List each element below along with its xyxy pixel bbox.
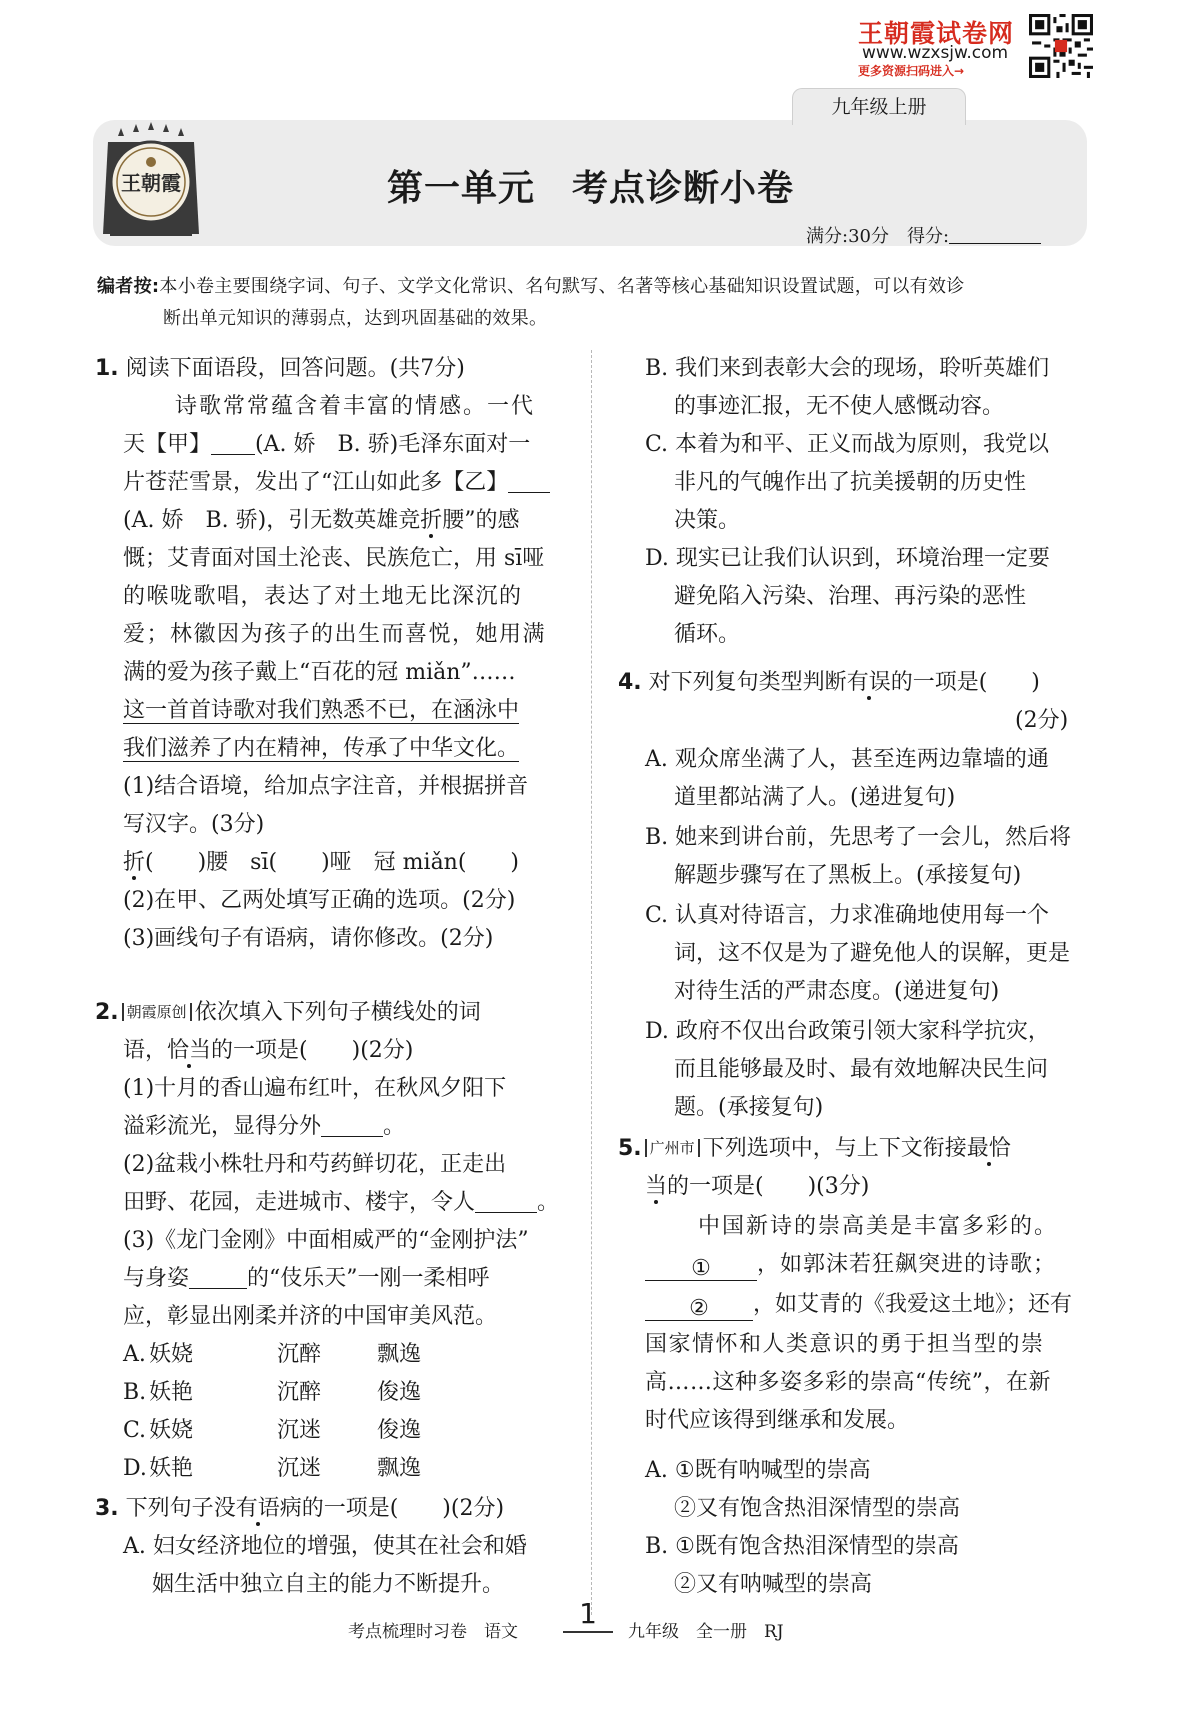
q1-stem: 1. 阅读下面语段，回答问题。(共7分) [95,356,465,381]
blank[interactable] [321,1112,383,1137]
q4-option: 对待生活的严肃态度。(递进复句) [674,979,1000,1004]
q5-passage: ① ，如郭沫若狂飙突进的诗歌； [645,1246,1056,1284]
q1-sub2: (2)在甲、乙两处填写正确的选项。(2分) [123,888,516,913]
q5-passage: 中国新诗的崇高美是丰富多彩的。 [698,1214,1059,1239]
q1-passage: 慨；艾青面对国土沦丧、民族危亡，用 sī哑 [123,546,545,571]
q5-option[interactable]: A. ①既有呐喊型的崇高 [645,1458,871,1483]
q2-stem: 语，恰当的一项是( )(2分) [123,1038,414,1063]
q2-option[interactable]: B. 妖艳 沉醉 俊逸 [123,1380,422,1405]
q3-option: 避免陷入污染、治理、再污染的恶性 [674,584,1027,609]
footer-right: 九年级 全一册 RJ [628,1622,784,1642]
score-blank[interactable] [949,225,1041,244]
q5-stem: 当的一项是( )(3分) [645,1174,870,1199]
q2-option[interactable]: C. 妖娆 沉迷 俊逸 [123,1418,422,1443]
footer-left: 考点梳理时习卷 语文 [348,1622,518,1642]
q5-option: ②又有呐喊型的崇高 [674,1572,873,1597]
q5-passage: ② ，如艾青的《我爱这土地》；还有 [645,1286,1072,1324]
q3-option[interactable]: B. 我们来到表彰大会的现场，聆听英雄们 [645,356,1050,381]
q5-option: ②又有饱含热泪深情型的崇高 [674,1496,961,1521]
q1-underlined-sentence: 我们滋养了内在精神，传承了中华文化。 [123,736,520,761]
blank[interactable] [189,1264,247,1289]
q4-option: 而且能够最及时、最有效地解决民生问 [674,1057,1049,1082]
q4-option: 解题步骤写在了黑板上。(承接复句) [674,863,1022,888]
svg-text:王朝霞: 王朝霞 [121,171,181,195]
q4-option[interactable]: D. 政府不仅出台政策引领大家科学抗灾， [645,1019,1050,1044]
q1-sub3: (3)画线句子有语病，请你修改。(2分) [123,926,494,951]
q4-option: 词，这不仅是为了避免他人的误解，更是 [674,941,1071,966]
q1-passage: 爱；林徽因为孩子的出生而喜悦，她用满 [123,622,547,647]
q4-option[interactable]: A. 观众席坐满了人，甚至连两边靠墙的通 [645,747,1049,772]
q2-stem: 2. 朝霞原创 依次填入下列句子横线处的词 [95,1000,481,1025]
column-divider [591,350,592,1615]
q1-passage: 诗歌常常蕴含着丰富的情感。一代 [175,394,536,419]
brand-name: 王朝霞试卷网 [858,19,1015,48]
score-label: 得分: [906,226,950,247]
editor-note-line2: 断出单元知识的薄弱点，达到巩固基础的效果。 [163,308,548,329]
q2-sentence: 应，彰显出刚柔并济的中国审美风范。 [123,1304,498,1329]
q3-option: 的事迹汇报，无不使人感慨动容。 [674,394,1005,419]
q4-option[interactable]: C. 认真对待语言，力求准确地使用每一个 [645,903,1050,928]
editor-note-lead: 编者按: [97,276,160,297]
qr-code-icon[interactable] [1029,14,1093,78]
blank-1[interactable]: ① [645,1250,757,1281]
q2-sentence: 溢彩流光，显得分外 。 [123,1114,406,1139]
q1-underlined-sentence: 这一首首诗歌对我们熟悉不已，在涵泳中 [123,698,520,723]
q4-score: (2分) [1015,708,1069,733]
q3-option: 决策。 [674,508,741,533]
page-title: 第一单元 考点诊断小卷 [386,167,794,209]
q3-option: 姻生活中独立自主的能力不断提升。 [152,1572,505,1597]
q5-passage: 高……这种多姿多彩的崇高“传统”，在新 [645,1370,1051,1395]
q1-sub1-blanks: 折( )腰 sī( )哑 冠 miǎn( ) [123,850,520,875]
source-tag: 朝霞原创 [122,1003,192,1021]
q4-option[interactable]: B. 她来到讲台前，先思考了一会儿，然后将 [645,825,1072,850]
q5-stem: 5. 广州市 下列选项中，与上下文衔接最恰 [618,1136,1011,1161]
q3-option: 循环。 [674,622,741,647]
q3-option[interactable]: D. 现实已让我们认识到，环境治理一定要 [645,546,1050,571]
q2-sentence: (3)《龙门金刚》中面相威严的“金刚护法” [123,1228,529,1253]
blank[interactable] [475,1188,537,1213]
dotted-char: 折 [420,508,443,533]
q4-stem: 4. 对下列复句类型判断有误的一项是( ) [618,670,1040,695]
q1-sub1: (1)结合语境，给加点字注音，并根据拼音 [123,774,529,799]
q1-sub1: 写汉字。(3分) [123,812,265,837]
brand-url[interactable]: www.wzxsjw.com [862,43,1009,63]
score-line [806,222,1041,248]
q3-option: 非凡的气魄作出了抗美援朝的历史性 [674,470,1027,495]
q1-passage: (A. 娇 B. 骄)，引无数英雄竞折腰”的感 [123,508,520,533]
source-tag: 广州市 [645,1139,700,1157]
q3-stem: 3. 下列句子没有语病的一项是( )(2分) [95,1496,505,1521]
q2-sentence: 田野、花园，走进城市、楼宇，令人 。 [123,1190,560,1215]
q2-option[interactable]: A. 妖娆 沉醉 飘逸 [123,1342,422,1367]
q3-option[interactable]: A. 妇女经济地位的增强，使其在社会和婚 [123,1534,527,1559]
q1-passage: 满的爱为孩子戴上“百花的冠 miǎn”…… [123,660,516,685]
q1-passage: 片苍茫雪景，发出了“江山如此多【乙】 [123,464,550,502]
q5-passage: 时代应该得到继承和发展。 [645,1408,910,1433]
q2-sentence: (1)十月的香山遍布红叶，在秋风夕阳下 [123,1076,507,1101]
q1-passage: 天【甲】 (A. 娇 B. 骄)毛泽东面对一 [123,432,531,457]
q1-passage: 的喉咙歌唱，表达了对土地无比深沉的 [123,584,523,609]
q2-sentence: (2)盆栽小株牡丹和芍药鲜切花，正走出 [123,1152,507,1177]
q5-passage: 国家情怀和人类意识的勇于担当型的崇 [645,1332,1045,1357]
q5-option[interactable]: B. ①既有饱含热泪深情型的崇高 [645,1534,959,1559]
editor-note [97,271,1085,335]
q3-option[interactable]: C. 本着为和平、正义而战为原则，我党以 [645,432,1050,457]
q2-option[interactable]: D.妖艳 沉迷 飘逸 [123,1456,422,1481]
q2-sentence: 与身姿 的“伎乐天”一刚一柔相呼 [123,1266,490,1291]
q4-option: 道里都站满了人。(递进复句) [674,785,956,810]
editor-note-line1: 本小卷主要围绕字词、句子、文学文化常识、名句默写、名著等核心基础知识设置试题，可以有效诊 [159,276,965,297]
blank-yi[interactable] [508,468,550,493]
blank-jia[interactable] [211,430,255,455]
brand-cta[interactable]: 更多资源扫码进入→ [858,64,965,78]
page-number: 1 [563,1597,613,1633]
full-score: 满分:30分 [806,226,889,247]
blank-2[interactable]: ② [645,1290,753,1321]
grade-tab: 九年级上册 [792,88,966,125]
q4-option: 题。(承接复句) [674,1095,824,1120]
